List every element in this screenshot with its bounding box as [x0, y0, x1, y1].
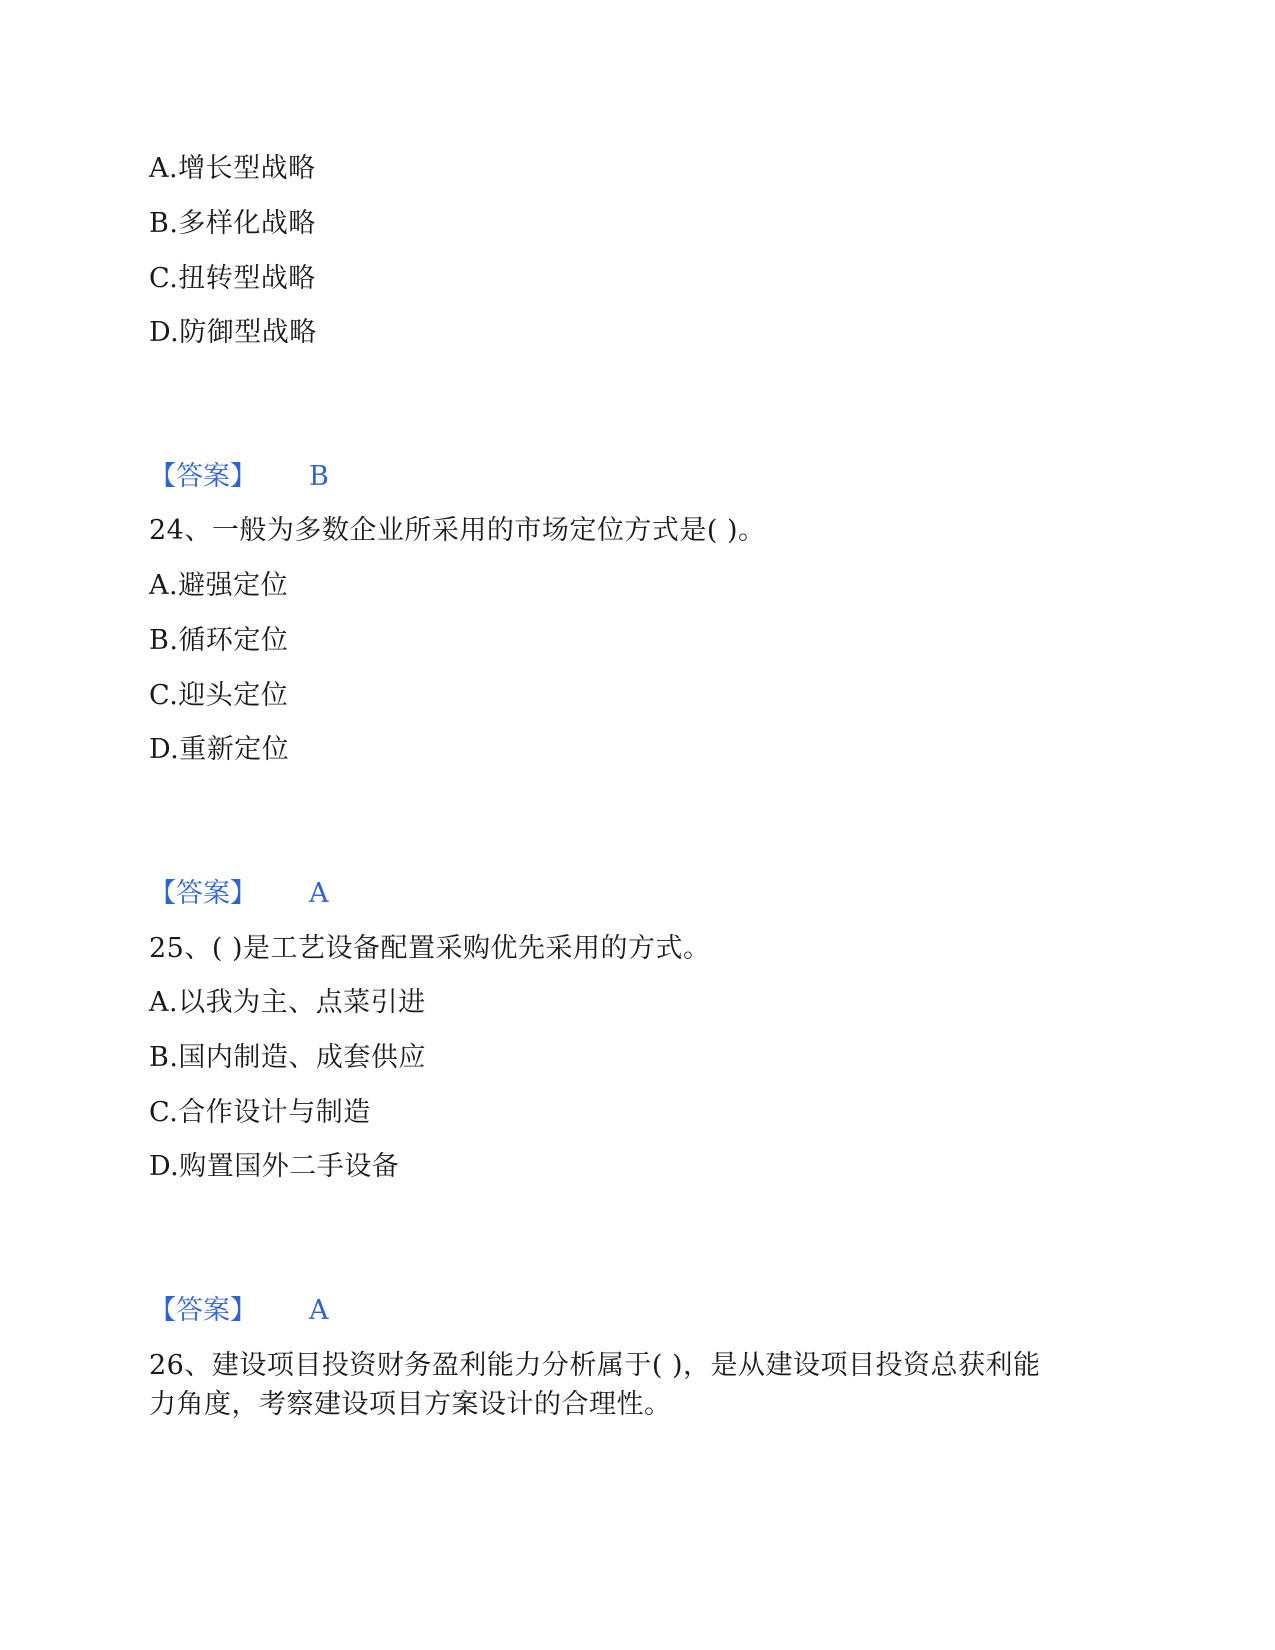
q25-option-d: D.购置国外二手设备: [149, 1151, 400, 1182]
q25-answer-value: A: [309, 1295, 329, 1326]
q24-option-b: B.循环定位: [149, 625, 289, 656]
q24-answer-value: A: [309, 878, 329, 909]
q26-question-line2: 力角度，考察建设项目方案设计的合理性。: [149, 1389, 672, 1420]
q25-question: 25、( )是工艺设备配置采购优先采用的方式。: [149, 933, 711, 964]
q24-option-d: D.重新定位: [149, 734, 290, 765]
q24-option-a: A.避强定位: [149, 570, 289, 601]
q24-answer: [149, 877, 329, 911]
q23-answer: [149, 460, 329, 494]
q23-answer-label: 【答案】: [149, 461, 257, 492]
q23-option-b: B.多样化战略: [149, 208, 316, 239]
q24-answer-label: 【答案】: [149, 878, 257, 909]
q25-option-c: C.合作设计与制造: [149, 1097, 371, 1128]
q24-option-c: C.迎头定位: [149, 680, 289, 711]
q23-option-a: A.增长型战略: [149, 153, 316, 184]
q23-option-d: D.防御型战略: [149, 317, 317, 348]
q24-question: 24、一般为多数企业所采用的市场定位方式是( )。: [149, 515, 766, 546]
q26-question-line1: 26、建设项目投资财务盈利能力分析属于( )，是从建设项目投资总获利能: [149, 1350, 1041, 1381]
q23-answer-value: B: [309, 461, 329, 492]
q25-answer: [149, 1294, 329, 1328]
q25-answer-label: 【答案】: [149, 1295, 257, 1326]
q25-option-a: A.以我为主、点菜引进: [149, 987, 426, 1018]
q25-option-b: B.国内制造、成套供应: [149, 1042, 426, 1073]
q23-option-c: C.扭转型战略: [149, 263, 316, 294]
